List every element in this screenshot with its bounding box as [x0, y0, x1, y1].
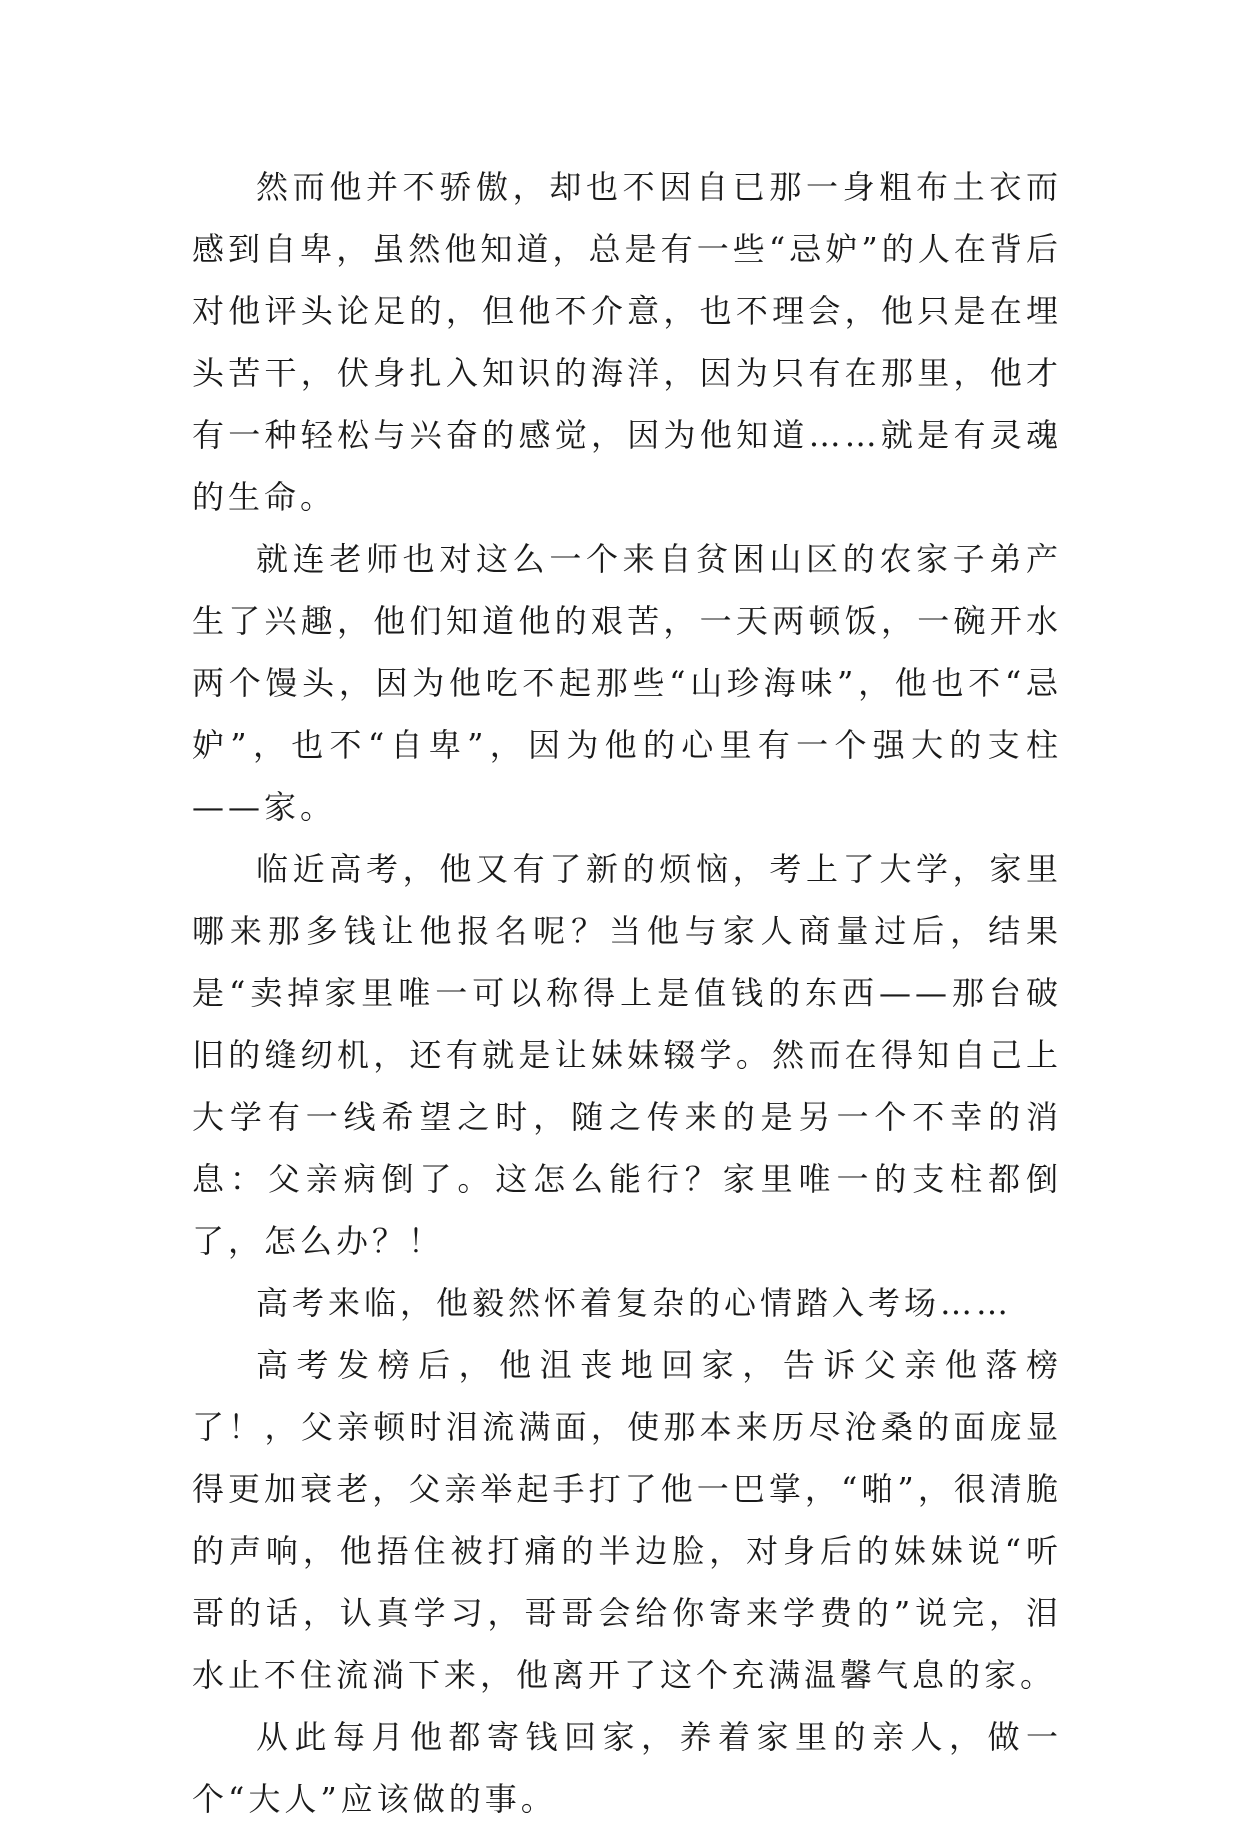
document-body [192, 156, 1062, 1830]
paragraph-1: 然而他并不骄傲，却也不因自已那一身粗布土衣而感到自卑，虽然他知道，总是有一些“忌妒”的人在背后对他评头论足的，但他不介意，也不理会，他只是在埋头苦干，伏身扎入知识的海洋，因为只有在那里，他才有一种轻松与兴奋的感觉，因为他知道……就是有灵魂的生命。 [192, 168, 1062, 516]
paragraph-5: 高考发榜后，他沮丧地回家，告诉父亲他落榜了！，父亲顿时泪流满面，使那本来历尽沧桑的面庞显得更加衰老，父亲举起手打了他一巴掌，“啪”，很清脆的声响，他捂住被打痛的半边脸，对身后的妹妹说“听哥的话，认真学习，哥哥会给你寄来学费的”说完，泪水止不住流淌下来，他离开了这个充满温馨气息的家。 [192, 1346, 1062, 1694]
paragraph-2: 就连老师也对这么一个来自贫困山区的农家子弟产生了兴趣，他们知道他的艰苦，一天两顿饭，一碗开水两个馒头，因为他吃不起那些“山珍海味”，他也不“忌妒”，也不“自卑”，因为他的心里有一个强大的支柱——家。 [192, 540, 1062, 826]
paragraph-3: 临近高考，他又有了新的烦恼，考上了大学，家里哪来那多钱让他报名呢？当他与家人商量过后，结果是“卖掉家里唯一可以称得上是值钱的东西——那台破旧的缝纫机，还有就是让妹妹辍学。然而在得知自己上大学有一线希望之时，随之传来的是另一个不幸的消息：父亲病倒了。这怎么能行？家里唯一的支柱都倒了，怎么办？！ [192, 850, 1062, 1260]
paragraph-6: 从此每月他都寄钱回家，养着家里的亲人，做一个“大人”应该做的事。 [192, 1718, 1062, 1818]
paragraph-4: 高考来临，他毅然怀着复杂的心情踏入考场…… [256, 1284, 1013, 1322]
